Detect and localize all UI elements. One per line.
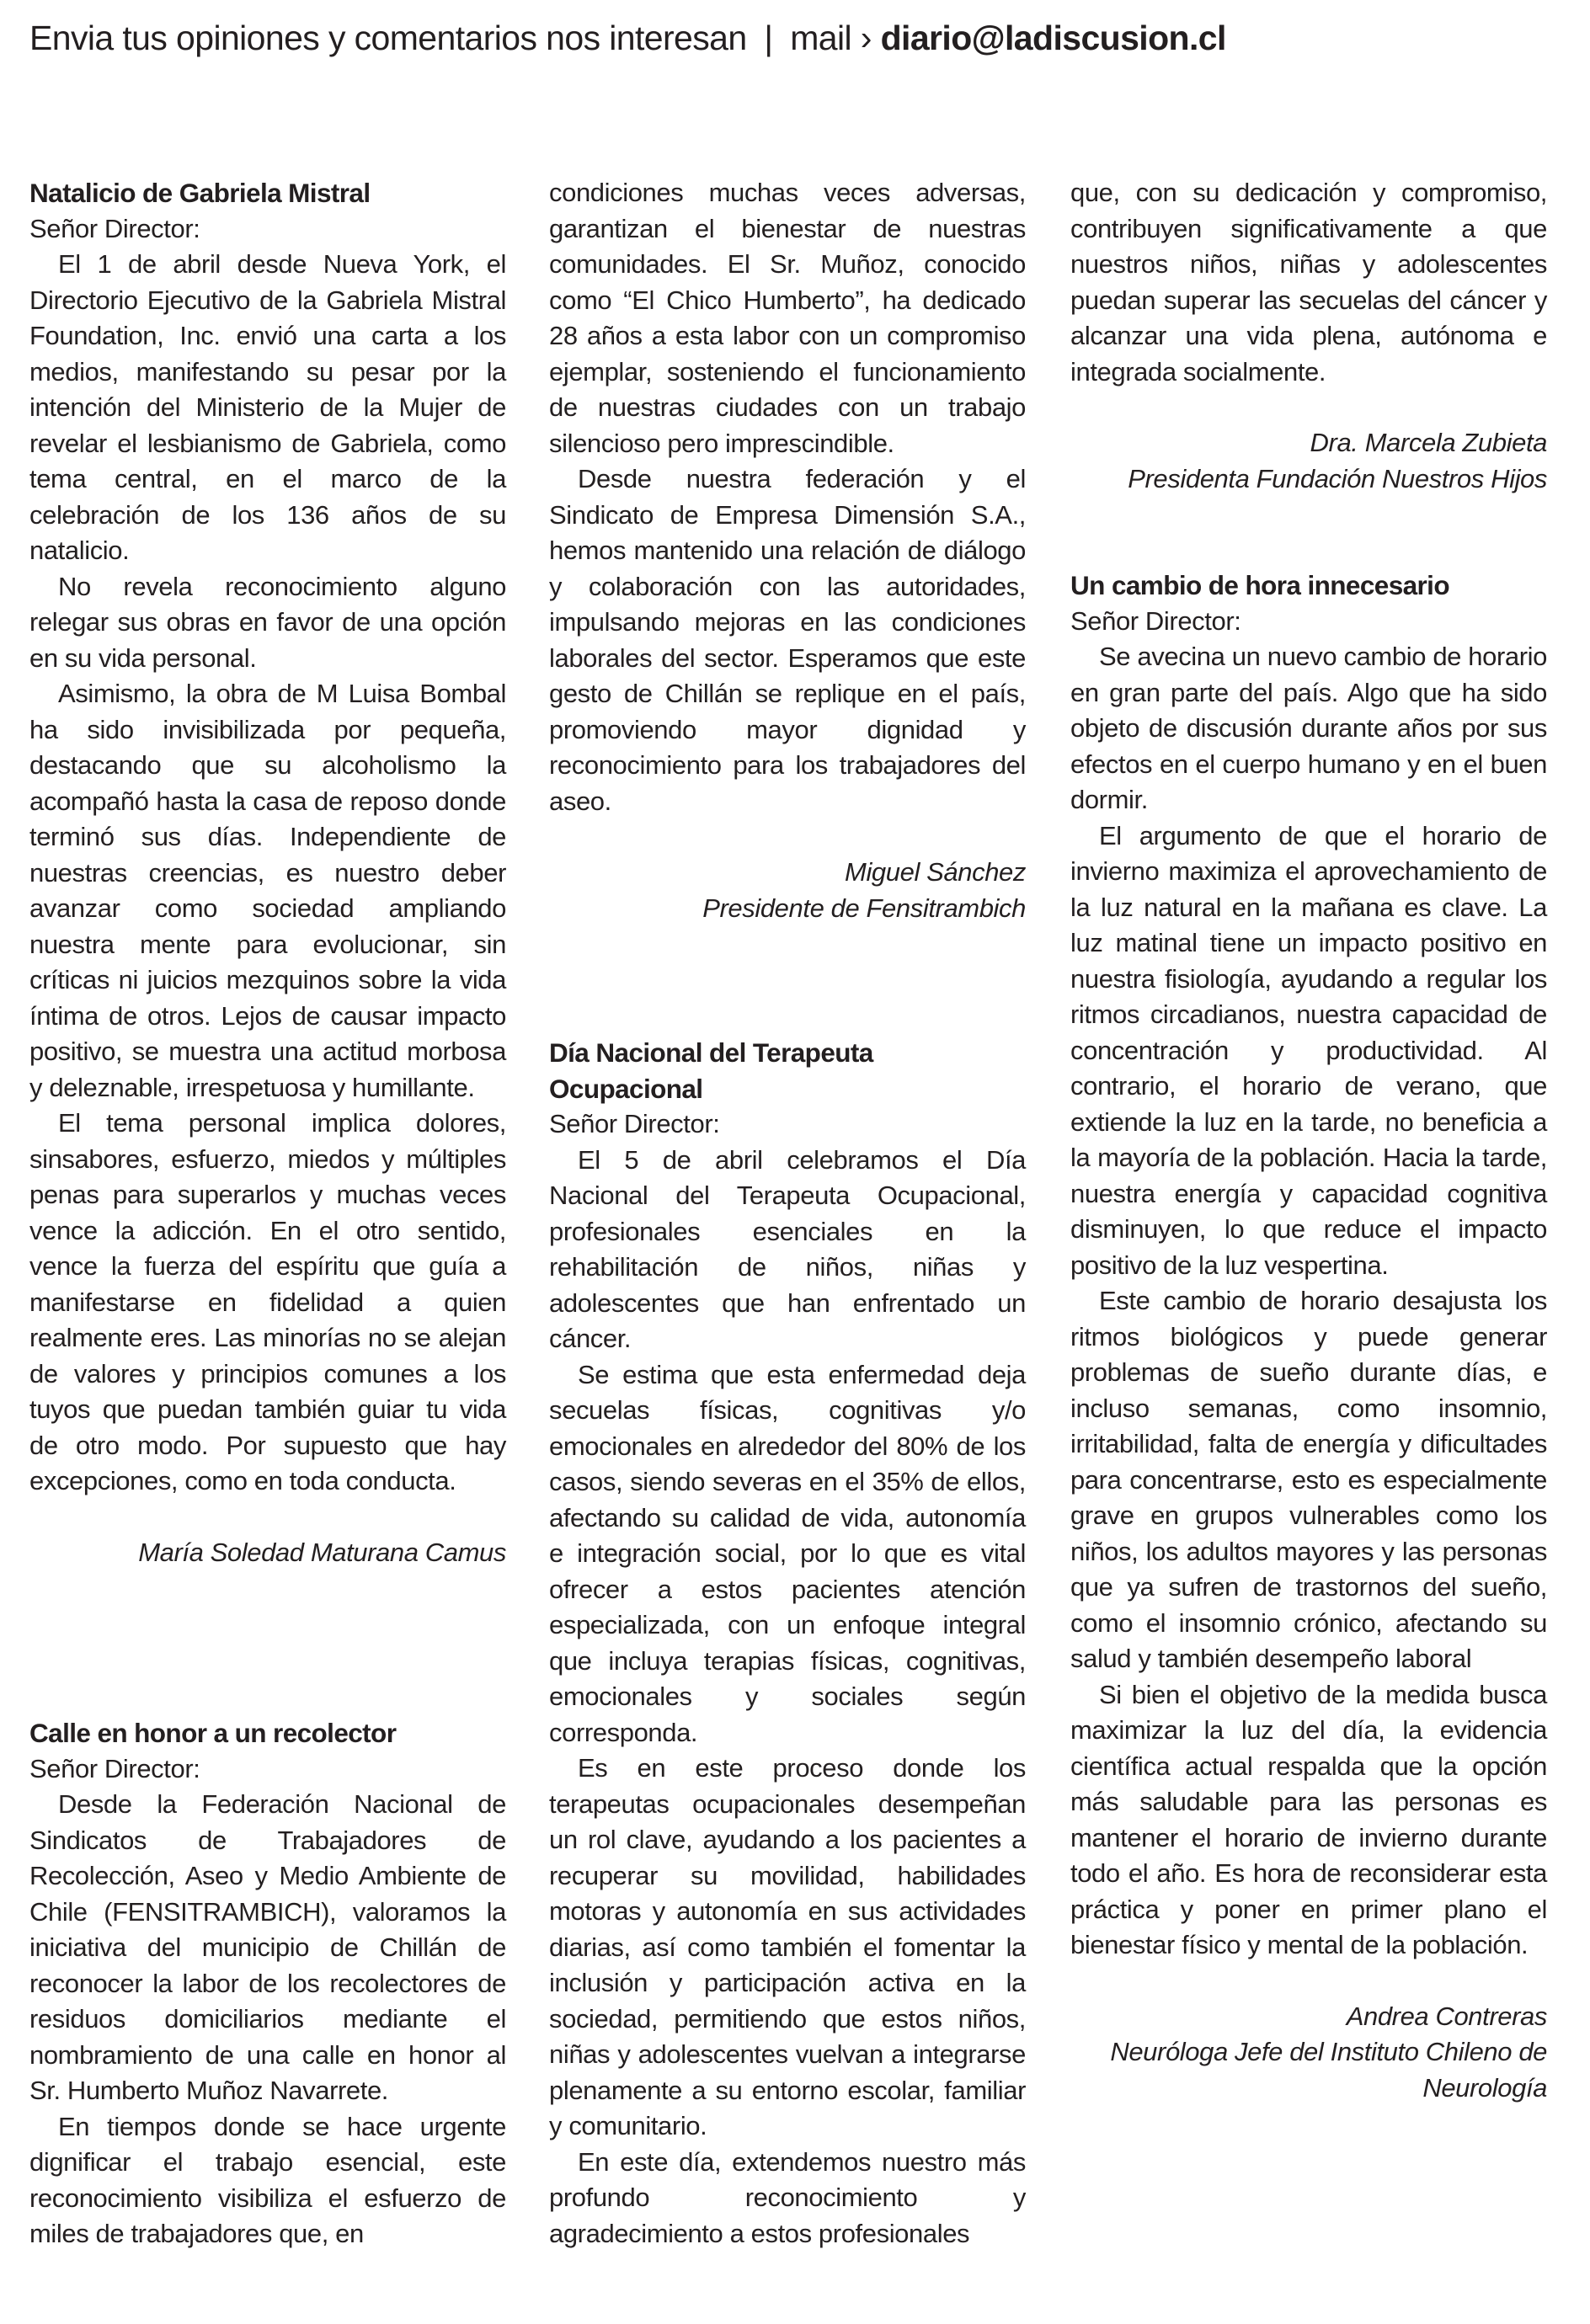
paragraph: En este día, extendemos nuestro más profundo reconocimiento y agradecimiento a estos profesionales xyxy=(549,2146,1026,2248)
letter-calle-recolector-continued xyxy=(549,175,1026,926)
paragraph: Es en este proceso donde los terapeutas ocupacionales desempeñan un rol clave, ayudando a los pacientes a recuperar su movilidad, habilidades motoras y autonomía en sus actividades diarias, así como también el fomentar la inclusión y participación activa en la sociedad, permitiendo que estos niños, niñas y adolescentes vuelvan a integrarse plenamente a su entorno escolar, familiar y comunitario. xyxy=(549,1753,1026,2140)
letter-terapeuta-ocupacional-continued xyxy=(1070,175,1547,497)
letter-title: Calle en honor a un recolector xyxy=(29,1718,397,1748)
signature-role: Presidenta Fundación Nuestros Hijos xyxy=(1128,463,1547,493)
letter-cambio-de-hora xyxy=(1070,568,1547,2106)
signature-name: Dra. Marcela Zubieta xyxy=(1310,428,1547,457)
signature xyxy=(549,855,1026,926)
paragraph: El 1 de abril desde Nueva York, el Directorio Ejecutivo de la Gabriela Mistral Foundation, Inc. envió una carta a los medios, manifestando su pesar por la intención del Ministerio de la Mujer de revelar el lesbianismo de Gabriela, como tema central, en el marco de la celebración de los 136 años de su natalicio. xyxy=(29,249,506,565)
paragraph: Desde la Federación Nacional de Sindicatos de Trabajadores de Recolección, Aseo y Medio Ambiente de Chile (FENSITRAMBICH), valoramos la iniciativa del municipio de Chillán de reconocer la labor de los recolectores de residuos domiciliarios mediante el nombramiento de una calle en honor al Sr. Humberto Muñoz Navarrete. xyxy=(29,1789,506,2105)
salutation: Señor Director: xyxy=(549,1109,720,1138)
feedback-banner xyxy=(29,19,1226,58)
email-link[interactable]: diario@ladiscusion.cl xyxy=(880,19,1226,57)
paragraph: No revela reconocimiento alguno relegar sus obras en favor de una opción en su vida personal. xyxy=(29,571,506,673)
mail-label: mail › xyxy=(790,19,872,57)
paragraph: Asimismo, la obra de M Luisa Bombal ha sido invisibilizada por pequeña, destacando que su alcoholismo la acompañó hasta la casa de reposo donde terminó sus días. Independiente de nuestras creencias, es nuestro deber avanzar como sociedad ampliando nuestra mente para evolucionar, sin críticas ni juicios mezquinos sobre la vida íntima de otros. Lejos de causar impacto positivo, se muestra una actitud morbosa y deleznable, irrespetuosa y humillante. xyxy=(29,679,506,1102)
signature xyxy=(29,1535,506,1571)
letter-title: Un cambio de hora innecesario xyxy=(1070,570,1449,600)
signature-role: Presidente de Fensitrambich xyxy=(702,893,1026,923)
salutation: Señor Director: xyxy=(29,213,200,243)
paragraph: Si bien el objetivo de la medida busca maximizar la luz del día, la evidencia científica actual respalda que la opción más saludable para las personas es mantener el horario de invierno durante todo el año. Es hora de reconsiderar esta práctica y poner en primer plano el bienestar físico y mental de la población. xyxy=(1070,1679,1547,1959)
letter-title: Natalicio de Gabriela Mistral xyxy=(29,178,371,208)
paragraph: El tema personal implica dolores, sinsabores, esfuerzo, miedos y múltiples penas para superarlos y muchas veces vence la adicción. En el otro sentido, vence la fuerza del espíritu que guía a manifestarse en fidelidad a quien realmente eres. Las minorías no se alejan de valores y principios comunes a los tuyos que puedan también guiar tu vida de otro modo. Por supuesto que hay excepciones, como en toda conducta. xyxy=(29,1108,506,1495)
salutation: Señor Director: xyxy=(1070,605,1241,636)
paragraph: Desde nuestra federación y el Sindicato de Empresa Dimensión S.A., hemos mantenido una relación de diálogo y colaboración con las autoridades, impulsando mejoras en las condiciones laborales del sector. Esperamos que este gesto de Chillán se replique en el país, promoviendo mayor dignidad y reconocimiento para los trabajadores del aseo. xyxy=(549,464,1026,816)
paragraph: Se estima que esta enfermedad deja secuelas físicas, cognitivas y/o emocionales en alrededor del 80% de los casos, siendo severas en el 35% de ellos, afectando su calidad de vida, autonomía e integración social, por lo que es vital ofrecer a estos pacientes atención especializada, con un enfoque integral que incluya terapias físicas, cognitivas, emocionales y sociales según corresponda. xyxy=(549,1359,1026,1747)
paragraph: condiciones muchas veces adversas, garantizan el bienestar de nuestras comunidades. El Sr. Muñoz, conocido como “El Chico Humberto”, ha dedicado 28 años a esta labor con un compromiso ejemplar, sosteniendo el funcionamiento de nuestras ciudades con un trabajo silencioso pero imprescindible. xyxy=(549,178,1026,458)
separator: | xyxy=(764,19,773,57)
letter-title: Día Nacional del Terapeuta Ocupacional xyxy=(549,1037,873,1104)
signature xyxy=(1070,425,1547,497)
letter-terapeuta-ocupacional xyxy=(549,1035,1026,2252)
signature-name: María Soledad Maturana Camus xyxy=(138,1537,506,1567)
signature xyxy=(1070,1999,1547,2107)
letter-calle-recolector xyxy=(29,1715,506,2252)
paragraph: El argumento de que el horario de invierno maximiza el aprovechamiento de la luz natural en la mañana es clave. La luz matinal tiene un impacto positivo en nuestra fisiología, ayudando a regular los ritmos circadianos, nuestra capacidad de concentración y productividad. Al contrario, el horario de verano, que extiende la luz en la tarde, no beneficia a la mayoría de la población. Hacia la tarde, nuestra energía y capacidad cognitiva disminuyen, lo que reduce el impacto positivo de la luz vespertina. xyxy=(1070,820,1547,1280)
paragraph: En tiempos donde se hace urgente dignificar el trabajo esencial, este reconocimiento visibiliza el esfuerzo de miles de trabajadores que, en xyxy=(29,2111,506,2248)
paragraph: El 5 de abril celebramos el Día Nacional del Terapeuta Ocupacional, profesionales esenciales en la rehabilitación de niños, niñas y adolescentes que han enfrentado un cáncer. xyxy=(549,1144,1026,1353)
feedback-prompt: Envia tus opiniones y comentarios nos interesan xyxy=(29,19,747,57)
signature-name: Miguel Sánchez xyxy=(845,857,1026,887)
signature-name: Andrea Contreras xyxy=(1346,2001,1547,2031)
salutation: Señor Director: xyxy=(29,1753,200,1783)
paragraph: que, con su dedicación y compromiso, contribuyen significativamente a que nuestros niños, niñas y adolescentes puedan superar las secuelas del cáncer y alcanzar una vida plena, autónoma e integrada socialmente. xyxy=(1070,178,1547,386)
paragraph: Se avecina un nuevo cambio de horario en gran parte del país. Algo que ha sido objeto de discusión durante años por sus efectos en el cuerpo humano y en el buen dormir. xyxy=(1070,642,1547,814)
letter-gabriela-mistral xyxy=(29,175,506,1570)
paragraph: Este cambio de horario desajusta los ritmos biológicos y puede generar problemas de sueño durante días, e incluso semanas, como insomnio, irritabilidad, falta de energía y dificultades para concentrarse, esto es especialmente grave en grupos vulnerables como los niños, los adultos mayores y las personas que ya sufren de trastornos del sueño, como el insomnio crónico, afectando su salud y también desempeño laboral xyxy=(1070,1286,1547,1673)
signature-role: Neuróloga Jefe del Instituto Chileno de Neurología xyxy=(1110,2037,1547,2103)
